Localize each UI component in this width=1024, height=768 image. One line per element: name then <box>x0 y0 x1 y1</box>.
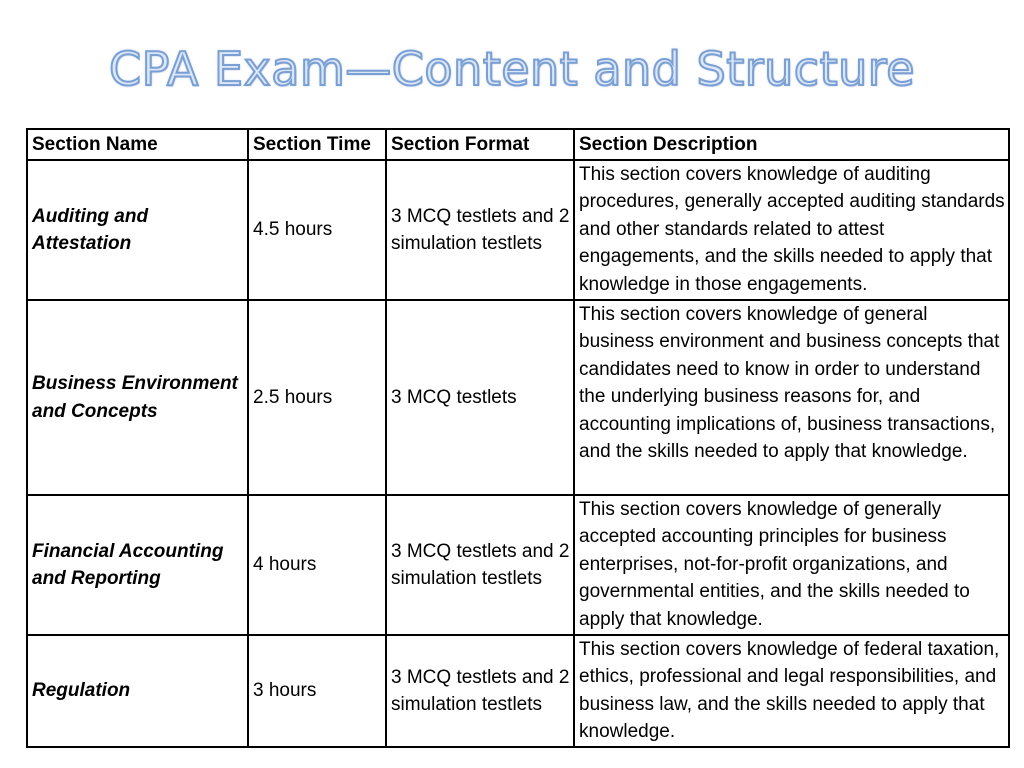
section-time-cell: 2.5 hours <box>248 300 386 495</box>
section-format-cell: 3 MCQ testlets and 2 simulation testlets <box>386 160 574 300</box>
section-name-cell: Regulation <box>27 635 248 747</box>
cpa-sections-table <box>26 128 1010 748</box>
table-row <box>27 635 1009 747</box>
header-section-name: Section Name <box>27 129 248 160</box>
table-header-row <box>27 129 1009 160</box>
section-description-cell: This section covers knowledge of federal taxation, ethics, professional and legal responsibilities, and business law, and the skills needed to apply that knowledge. <box>574 635 1009 747</box>
section-time-cell: 4.5 hours <box>248 160 386 300</box>
section-format-cell: 3 MCQ testlets and 2 simulation testlets <box>386 635 574 747</box>
section-name-cell: Business Environment and Concepts <box>27 300 248 495</box>
table-row <box>27 300 1009 495</box>
header-section-description: Section Description <box>574 129 1009 160</box>
section-description-cell: This section covers knowledge of auditing procedures, generally accepted auditing standards and other standards related to attest engagements, and the skills needed to apply that knowledge in those engagements. <box>574 160 1009 300</box>
section-name-cell: Financial Accounting and Reporting <box>27 495 248 635</box>
table-row <box>27 160 1009 300</box>
section-time-cell: 4 hours <box>248 495 386 635</box>
section-format-cell: 3 MCQ testlets <box>386 300 574 495</box>
section-format-cell: 3 MCQ testlets and 2 simulation testlets <box>386 495 574 635</box>
header-section-format: Section Format <box>386 129 574 160</box>
section-time-cell: 3 hours <box>248 635 386 747</box>
section-name-cell: Auditing and Attestation <box>27 160 248 300</box>
section-description-cell: This section covers knowledge of generally accepted accounting principles for business enterprises, not-for-profit organizations, and governmental entities, and the skills needed to apply that knowledge. <box>574 495 1009 635</box>
table-row <box>27 495 1009 635</box>
section-description-cell: This section covers knowledge of general business environment and business concepts that candidates need to know in order to understand the underlying business reasons for, and accounting implications of, business transactions, and the skills needed to apply that knowledge. <box>574 300 1009 495</box>
slide-title: CPA Exam—Content and Structure <box>108 42 915 96</box>
header-section-time: Section Time <box>248 129 386 160</box>
